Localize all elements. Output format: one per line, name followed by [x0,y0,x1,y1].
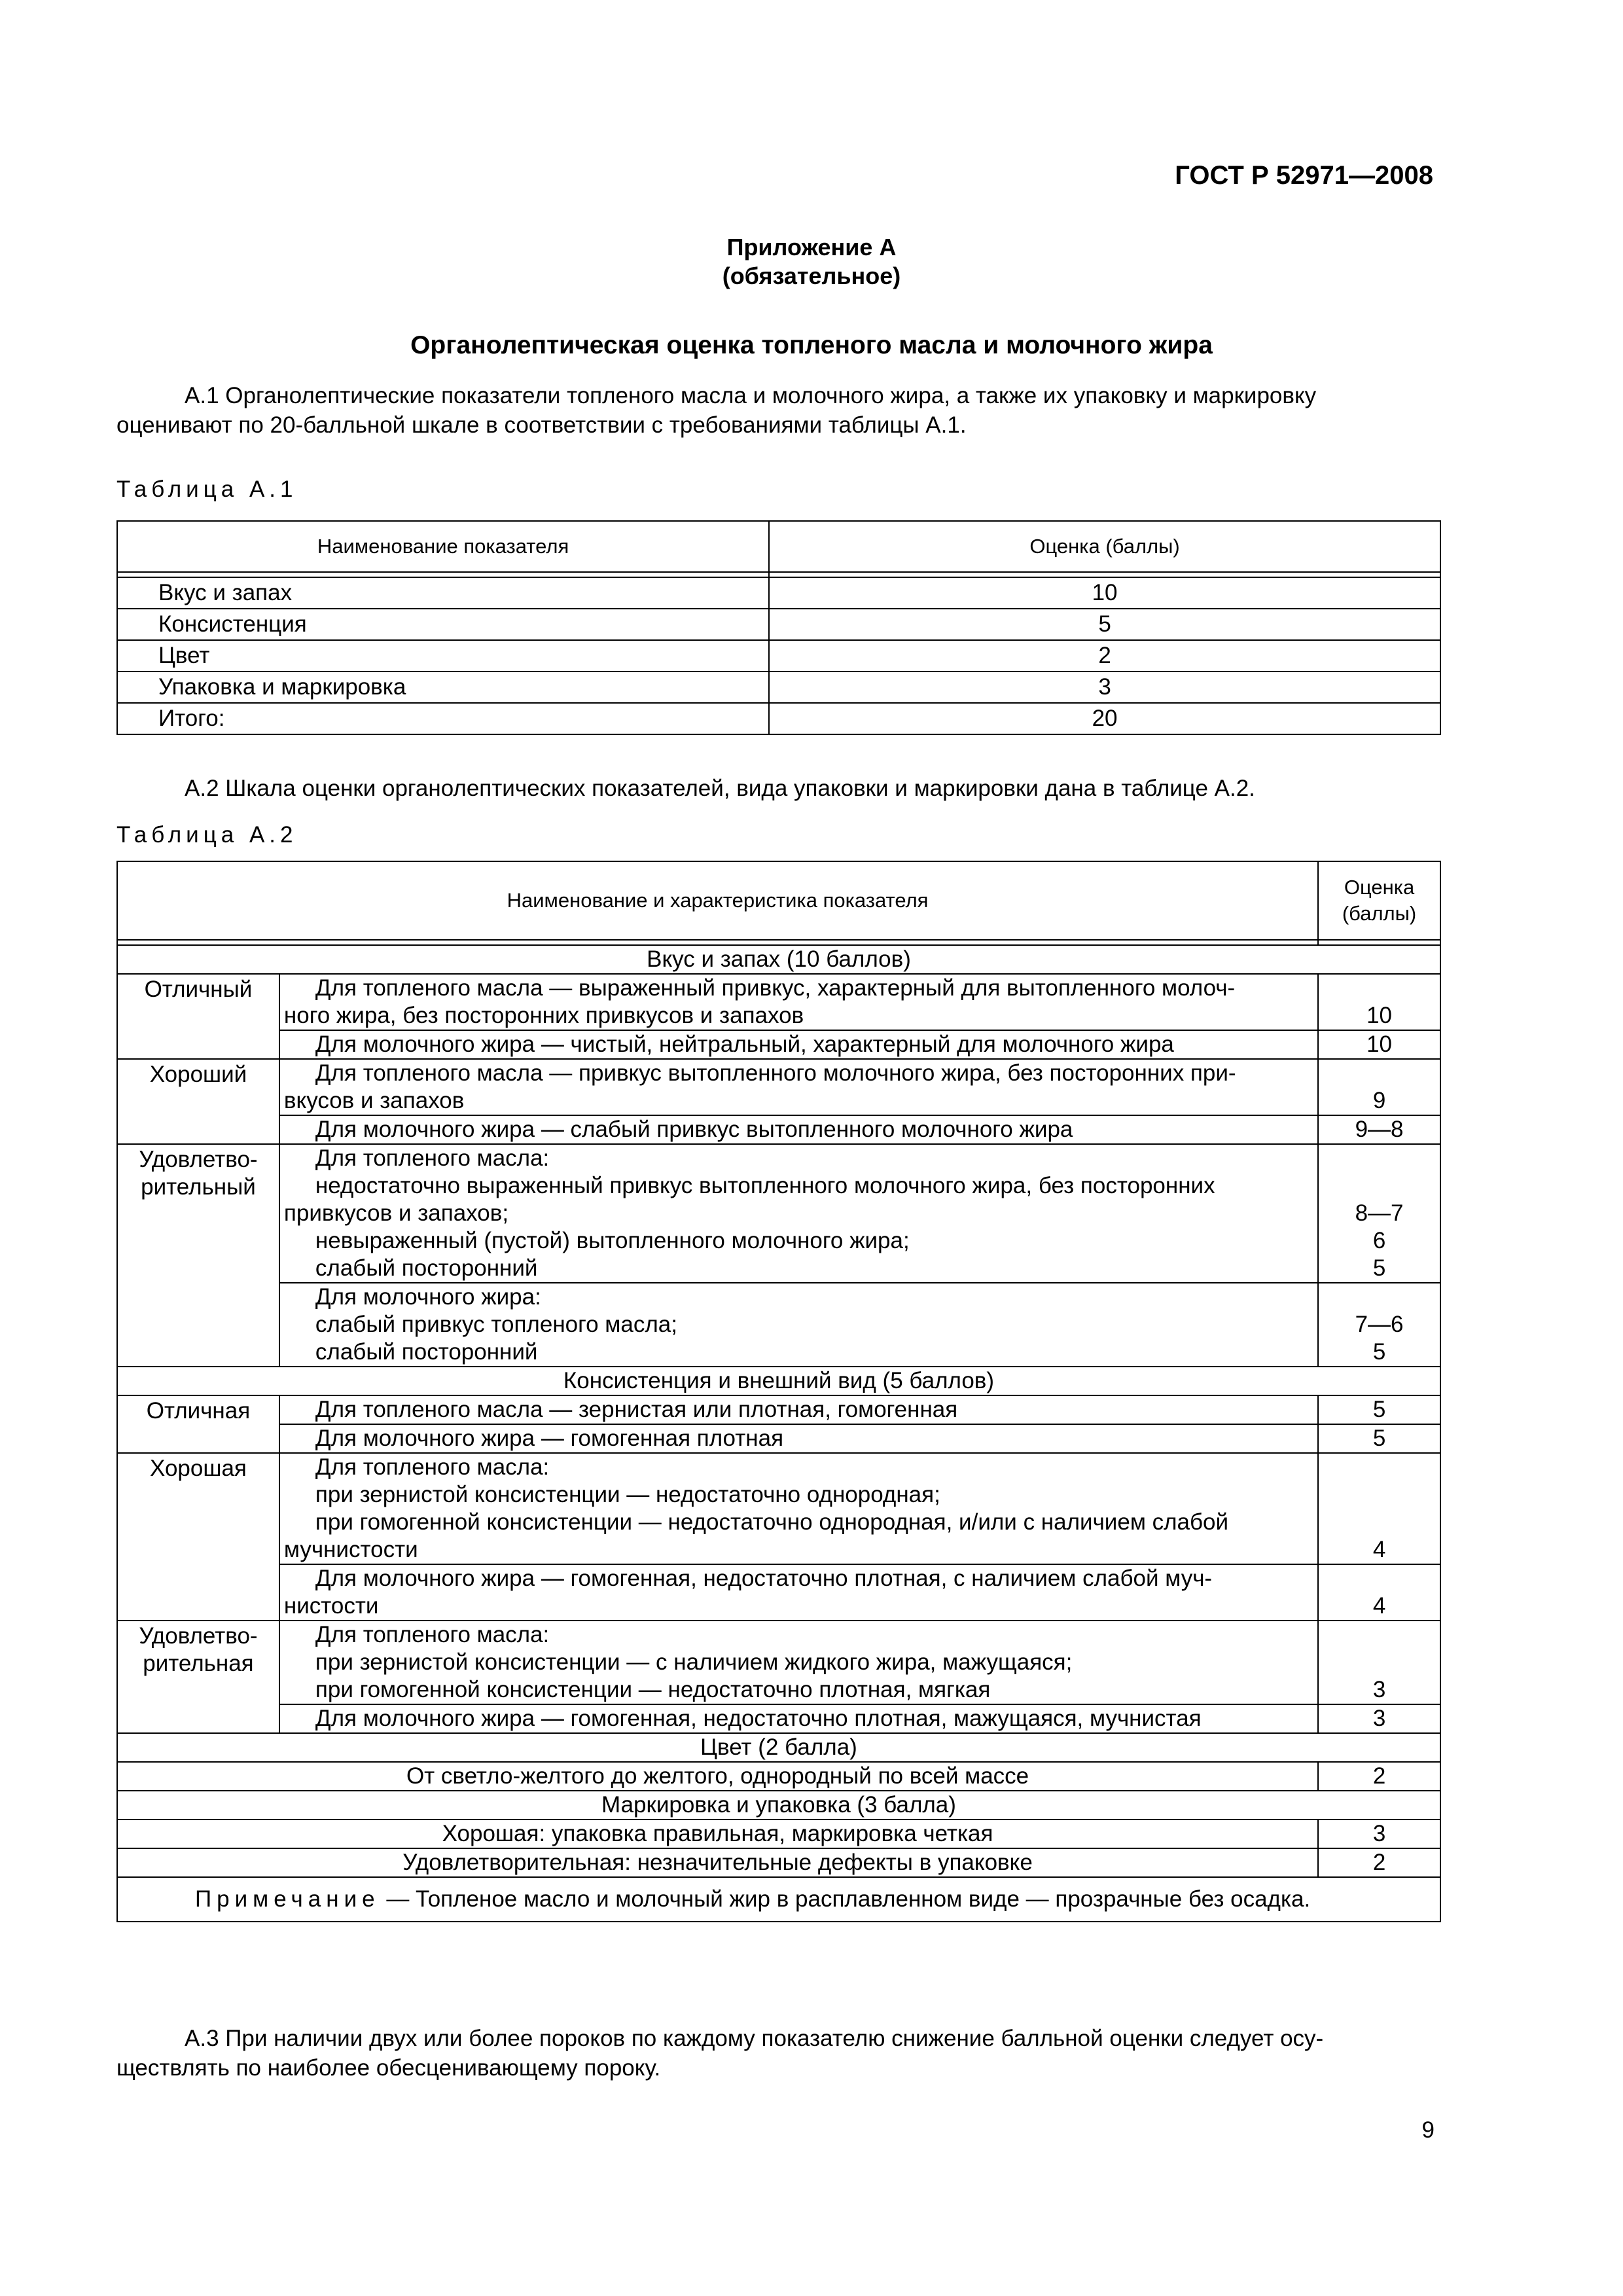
level-label: Отличная [117,1395,279,1453]
description-line: при гомогенной консистенции — недостаточно плотная, мягкая [315,1677,991,1702]
paragraph-a2 [116,774,1441,803]
table-row [117,1621,1440,1704]
table-row [117,1453,1440,1564]
score-cell [1318,1144,1440,1283]
description-cell [279,1424,1318,1453]
table-row [117,1424,1440,1453]
level-label-line: рительный [141,1174,256,1200]
row-score: 5 [769,609,1440,640]
description-cell [279,1144,1318,1283]
description-line: Для молочного жира — чистый, нейтральный, характерный для молочного жира [315,1031,1174,1057]
description-line: при гомогенной консистенции — недостаточно однородная, и/или с наличием слабой [315,1509,1229,1535]
score-cell: 3 [1318,1820,1440,1848]
table-row [117,1030,1440,1059]
table-row-total [117,703,1440,734]
column-header-score-line2: (баллы) [1342,902,1417,925]
group-title: Маркировка и упаковка (3 балла) [117,1791,1440,1820]
description-cell [279,1030,1318,1059]
score-line: 5 [1372,1255,1386,1281]
level-label-line: Удовлетво- [139,1147,258,1172]
description-cell: Хорошая: упаковка правильная, маркировка четкая [117,1820,1318,1848]
score-cell: 5 [1318,1424,1440,1453]
paragraph-a1-line2: оценивают по 20-балльной шкале в соответствии с требованиями таблицы А.1. [116,412,967,438]
description-line: невыраженный (пустой) вытопленного молочного жира; [315,1228,910,1253]
row-name: Упаковка и маркировка [117,672,769,703]
score-cell: 4 [1318,1564,1440,1621]
group-row-marking [117,1791,1440,1820]
column-header-score [1318,861,1440,940]
level-label-line: Удовлетво- [139,1623,258,1649]
score-cell: 2 [1318,1762,1440,1791]
table-row [117,1820,1440,1848]
level-label-line: рительная [143,1651,254,1676]
group-title: Консистенция и внешний вид (5 баллов) [117,1367,1440,1395]
appendix-subtitle: (обязательное) [722,262,901,289]
description-line: Для молочного жира — гомогенная плотная [315,1426,784,1451]
page-number: 9 [1421,2117,1435,2143]
group-title: Цвет (2 балла) [117,1733,1440,1762]
row-score: 3 [769,672,1440,703]
row-score: 10 [769,577,1440,609]
score-cell: 10 [1318,1030,1440,1059]
description-cell [279,974,1318,1030]
score-cell [1318,1283,1440,1367]
group-row-taste [117,945,1440,974]
table-row [117,1283,1440,1367]
table-row [117,672,1440,703]
description-line: Для топленого масла: [315,1454,550,1480]
description-line: при зернистой консистенции — недостаточно однородная; [315,1482,940,1507]
level-label [117,1621,279,1733]
score-line: 8—7 [1355,1200,1404,1226]
document-code: ГОСТ Р 52971—2008 [1175,161,1433,190]
description-line: недостаточно выраженный привкус вытопленного молочного жира, без посторонних [315,1173,1215,1198]
row-name: Цвет [117,640,769,672]
description-cell [279,1564,1318,1621]
table-row [117,974,1440,1030]
description-line: Для молочного жира — гомогенная, недостаточно плотная, мажущаяся, мучнистая [315,1706,1202,1731]
score-cell: 3 [1318,1621,1440,1704]
description-line: ного жира, без посторонних привкусов и запахов [283,1003,804,1028]
paragraph-a2-text: А.2 Шкала оценки органолептических показателей, вида упаковки и маркировки дана в таблице А.2. [185,776,1255,801]
table-row [117,1848,1440,1877]
group-title: Вкус и запах (10 баллов) [117,945,1440,974]
table1-caption: Таблица А.1 [116,476,298,502]
description-line: нистости [283,1593,379,1619]
description-cell [279,1395,1318,1424]
group-row-texture [117,1367,1440,1395]
level-label: Хороший [117,1059,279,1144]
description-line: Для топленого масла: [315,1145,550,1171]
description-cell [279,1283,1318,1367]
score-cell: 2 [1318,1848,1440,1877]
row-name: Вкус и запах [117,577,769,609]
level-label [117,1144,279,1367]
table-row [117,1704,1440,1733]
description-line: Для молочного жира: [315,1284,541,1310]
description-line: слабый посторонний [315,1255,538,1281]
description-line: Для молочного жира — гомогенная, недостаточно плотная, с наличием слабой муч- [315,1566,1213,1591]
section-title: Органолептическая оценка топленого масла и молочного жира [410,331,1213,359]
table-a1 [116,520,1441,735]
appendix-title: Приложение А [726,234,897,260]
paragraph-a3 [116,2024,1441,2083]
column-header-score-line1: Оценка [1344,876,1415,899]
paragraph-a1 [116,381,1441,440]
score-cell: 9—8 [1318,1115,1440,1144]
table-header-row [117,861,1440,940]
table-row [117,640,1440,672]
description-cell: От светло-желтого до желтого, однородный по всей массе [117,1762,1318,1791]
score-cell: 10 [1318,974,1440,1030]
score-line: 7—6 [1355,1312,1404,1337]
score-cell: 3 [1318,1704,1440,1733]
table-row [117,1762,1440,1791]
score-cell: 9 [1318,1059,1440,1115]
paragraph-a1-line1: А.1 Органолептические показатели топленого масла и молочного жира, а также их упаковку и маркировку [185,383,1317,408]
row-name: Консистенция [117,609,769,640]
score-line: 6 [1372,1228,1386,1253]
description-line: слабый посторонний [315,1339,538,1365]
score-cell: 5 [1318,1395,1440,1424]
description-cell [279,1453,1318,1564]
description-cell [279,1059,1318,1115]
description-cell [279,1621,1318,1704]
description-line: Для молочного жира — слабый привкус вытопленного молочного жира [315,1117,1073,1142]
description-line: Для топленого масла — зернистая или плотная, гомогенная [315,1397,958,1422]
column-header-name: Наименование и характеристика показателя [117,861,1318,940]
description-line: мучнистости [283,1537,418,1562]
description-line: Для топленого масла — привкус вытопленного молочного жира, без посторонних при- [315,1060,1236,1086]
table-row [117,1144,1440,1283]
paragraph-a3-line2: ществлять по наиболее обесценивающему пороку. [116,2055,661,2081]
table-note-row [117,1877,1440,1922]
paragraph-a3-line1: А.3 При наличии двух или более пороков по каждому показателю снижение балльной оценки следует осу- [185,2026,1324,2051]
row-score: 2 [769,640,1440,672]
table-row [117,1395,1440,1424]
description-line: слабый привкус топленого масла; [315,1312,677,1337]
appendix-heading [0,233,1623,291]
table2-caption: Таблица А.2 [116,822,298,848]
description-cell [279,1115,1318,1144]
table-row [117,609,1440,640]
description-cell [279,1704,1318,1733]
note-text: — Топленое масло и молочный жир в расплавленном виде — прозрачные без осадка. [386,1886,1311,1912]
score-cell: 4 [1318,1453,1440,1564]
table-a2 [116,861,1441,1922]
row-name: Итого: [117,703,769,734]
description-cell: Удовлетворительная: незначительные дефекты в упаковке [117,1848,1318,1877]
level-label: Хорошая [117,1453,279,1621]
table-row [117,1059,1440,1115]
table-header-row [117,521,1440,572]
group-row-color [117,1733,1440,1762]
description-line: Для топленого масла: [315,1622,550,1647]
table-row [117,577,1440,609]
note-label: Примечание [195,1886,380,1912]
description-line: Для топленого масла — выраженный привкус, характерный для вытопленного молоч- [315,975,1236,1001]
description-line: при зернистой консистенции — с наличием жидкого жира, мажущаяся; [315,1649,1073,1675]
table-row [117,1115,1440,1144]
column-header-score: Оценка (баллы) [769,521,1440,572]
table-note [117,1877,1440,1922]
row-score: 20 [769,703,1440,734]
description-line: привкусов и запахов; [283,1200,509,1226]
column-header-name: Наименование показателя [117,521,769,572]
level-label: Отличный [117,974,279,1059]
table-row [117,1564,1440,1621]
score-line: 5 [1372,1339,1386,1365]
description-line: вкусов и запахов [283,1088,465,1113]
